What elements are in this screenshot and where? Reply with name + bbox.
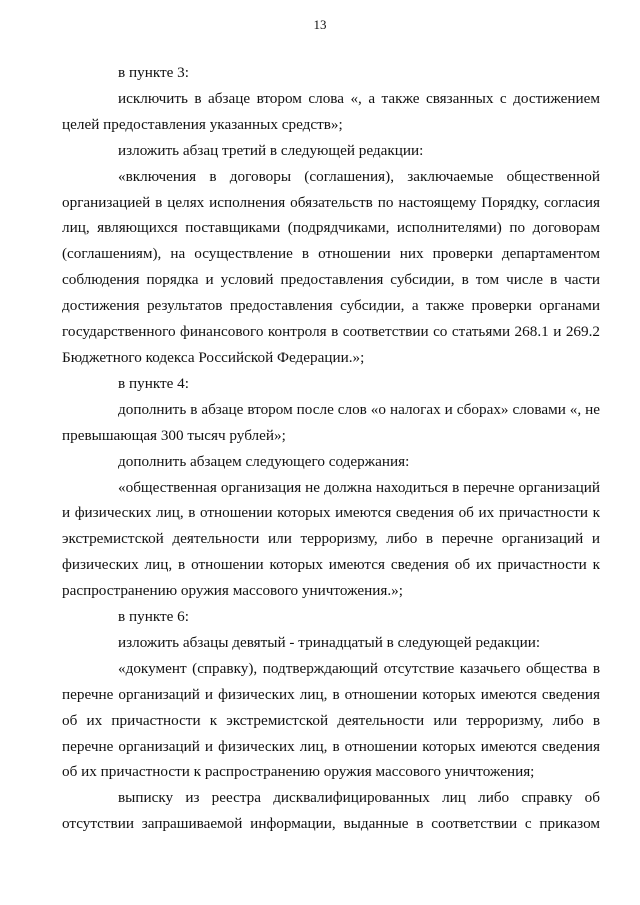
paragraph-add-abzac-intro: дополнить абзацем следующего содержания: (118, 452, 410, 470)
paragraph-abzacs-9-13-intro: изложить абзацы девятый - тринадцатый в следующей редакции: (118, 633, 541, 651)
paragraph-item-3-heading: в пункте 3: (118, 64, 189, 81)
paragraph-contracts-inclusion: «включения в договоры (соглашения), заключаемые общественной организацией в целях исполнения обязательств по настоящему Порядку, согласия лиц, являющихся поставщиками (подрядчиками, исполнителями) по договорам (соглашениям), на осуществление в отношении них проверки департаментом соблюдения порядка и условий предоставления субсидии, в том числе в части достижения результатов предоставления субсидии, а также проверки органами государственного финансового контроля в соответствии со статьями 268.1 и 269.2 Бюджетного кодекса Российской Федерации.»; (62, 167, 600, 366)
paragraph-item-4-heading: в пункте 4: (118, 374, 189, 392)
paragraph-exclude-words: исключить в абзаце втором слова «, а также связанных с достижением целей предоставления указанных средств»; (62, 89, 600, 133)
paragraph-third-abzac-intro: изложить абзац третий в следующей редакции: (118, 141, 424, 159)
page-number: 13 (313, 17, 327, 32)
paragraph-taxes-addition: дополнить в абзаце втором после слов «о налогах и сборах» словами «, не превышающая 300 тысяч рублей»; (62, 400, 600, 444)
document-body (62, 60, 600, 837)
paragraph-cossack-document: «документ (справку), подтверждающий отсутствие казачьего общества в перечне организаций и физических лиц, в отношении которых имеются сведения об их причастности к экстремистской деятельности или терроризму, либо в перечне организаций и физических лиц, в отношении которых имеются сведения об их причастности к распространению оружия массового уничтожения; (62, 659, 600, 781)
paragraph-item-6-heading: в пункте 6: (118, 608, 189, 626)
paragraph-disqualified-registry: выписку из реестра дисквалифицированных лиц либо справку об отсутствии запрашиваемой информации, выданные в соответствии с приказом (62, 789, 600, 833)
paragraph-extremism-list: «общественная организация не должна находиться в перечне организаций и физических лиц, в отношении которых имеются сведения об их причастности к экстремистской деятельности или терроризму, либо в перечне организаций и физических лиц, в отношении которых имеются сведения об их причастности к распространению оружия массового уничтожения.»; (62, 478, 600, 600)
